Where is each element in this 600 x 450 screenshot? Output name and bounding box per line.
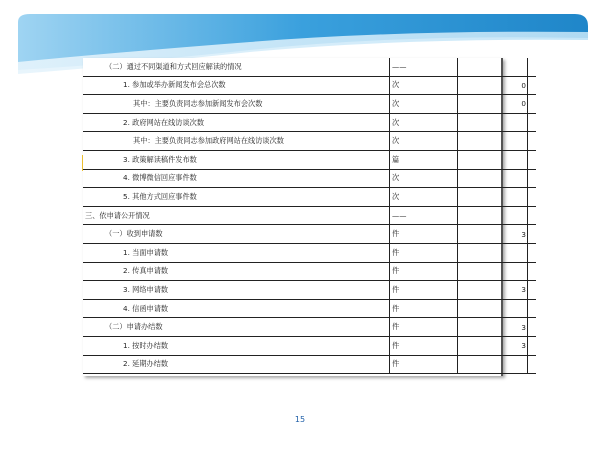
row-spacer	[528, 243, 537, 262]
row-unit: 篇	[390, 150, 458, 169]
row-item-label: 2. 政府网站在线访谈次数	[83, 113, 390, 132]
row-unit: 次	[390, 188, 458, 207]
table-row	[83, 281, 536, 300]
row-unit: 次	[390, 113, 458, 132]
row-item-label: 5. 其他方式回应事件数	[83, 188, 390, 207]
row-value	[458, 262, 528, 281]
row-item-label: 3. 网络申请数	[83, 281, 390, 300]
row-unit: ——	[390, 206, 458, 225]
table-row	[83, 336, 536, 355]
row-unit: 次	[390, 132, 458, 151]
row-item-label: 2. 延期办结数	[83, 355, 390, 374]
row-unit: 件	[390, 318, 458, 337]
row-spacer	[528, 169, 537, 188]
row-spacer	[528, 355, 537, 374]
row-unit: ——	[390, 58, 458, 76]
row-unit: 件	[390, 243, 458, 262]
row-value	[458, 150, 528, 169]
row-value: 0	[458, 95, 528, 114]
page-number: 15	[294, 415, 306, 424]
row-spacer	[528, 132, 537, 151]
table-row	[83, 169, 536, 188]
row-spacer	[528, 95, 537, 114]
table-row	[83, 58, 536, 76]
data-table	[83, 58, 536, 374]
row-value: 3	[458, 281, 528, 300]
row-value: 3	[458, 225, 528, 244]
row-spacer	[528, 225, 537, 244]
row-item-label: （二）通过不同渠道和方式回应解读的情况	[83, 58, 390, 76]
table-row	[83, 355, 536, 374]
table-row	[83, 95, 536, 114]
row-spacer	[528, 299, 537, 318]
row-unit: 件	[390, 336, 458, 355]
row-value	[458, 299, 528, 318]
row-value	[458, 58, 528, 76]
row-item-label: （一）收到申请数	[83, 225, 390, 244]
row-unit: 件	[390, 355, 458, 374]
table-row	[83, 188, 536, 207]
row-item-label: 其中：主要负责同志参加政府网站在线访谈次数	[83, 132, 390, 151]
table-row	[83, 318, 536, 337]
row-spacer	[528, 113, 537, 132]
row-item-label: 4. 信函申请数	[83, 299, 390, 318]
row-value	[458, 169, 528, 188]
row-unit: 次	[390, 95, 458, 114]
row-unit: 件	[390, 281, 458, 300]
row-value	[458, 188, 528, 207]
table-row	[83, 76, 536, 95]
row-item-label: 1. 按时办结数	[83, 336, 390, 355]
row-value: 3	[458, 336, 528, 355]
table-row	[83, 225, 536, 244]
row-spacer	[528, 150, 537, 169]
row-item-label: 2. 传真申请数	[83, 262, 390, 281]
statistics-table	[83, 58, 526, 376]
row-value	[458, 243, 528, 262]
row-item-label: （二）申请办结数	[83, 318, 390, 337]
row-spacer	[528, 262, 537, 281]
table-row	[83, 113, 536, 132]
row-spacer	[528, 336, 537, 355]
row-unit: 件	[390, 225, 458, 244]
row-value	[458, 113, 528, 132]
table-row	[83, 262, 536, 281]
row-value: 0	[458, 76, 528, 95]
row-item-label: 4. 微博微信回应事件数	[83, 169, 390, 188]
row-item-label: 1. 当面申请数	[83, 243, 390, 262]
row-spacer	[528, 58, 537, 76]
row-value	[458, 132, 528, 151]
row-spacer	[528, 206, 537, 225]
row-item-label: 其中：主要负责同志参加新闻发布会次数	[83, 95, 390, 114]
row-spacer	[528, 318, 537, 337]
table-row	[83, 299, 536, 318]
table-row	[83, 243, 536, 262]
row-spacer	[528, 281, 537, 300]
table-row	[83, 150, 536, 169]
row-unit: 件	[390, 299, 458, 318]
row-unit: 次	[390, 76, 458, 95]
row-value: 3	[458, 318, 528, 337]
row-value	[458, 206, 528, 225]
row-unit: 件	[390, 262, 458, 281]
row-value	[458, 355, 528, 374]
row-item-label: 3. 政策解读稿件发布数	[83, 150, 390, 169]
row-item-label: 三、依申请公开情况	[83, 206, 390, 225]
row-spacer	[528, 76, 537, 95]
row-unit: 次	[390, 169, 458, 188]
row-spacer	[528, 188, 537, 207]
table-row	[83, 132, 536, 151]
table-row	[83, 206, 536, 225]
row-item-label: 1. 参加或举办新闻发布会总次数	[83, 76, 390, 95]
